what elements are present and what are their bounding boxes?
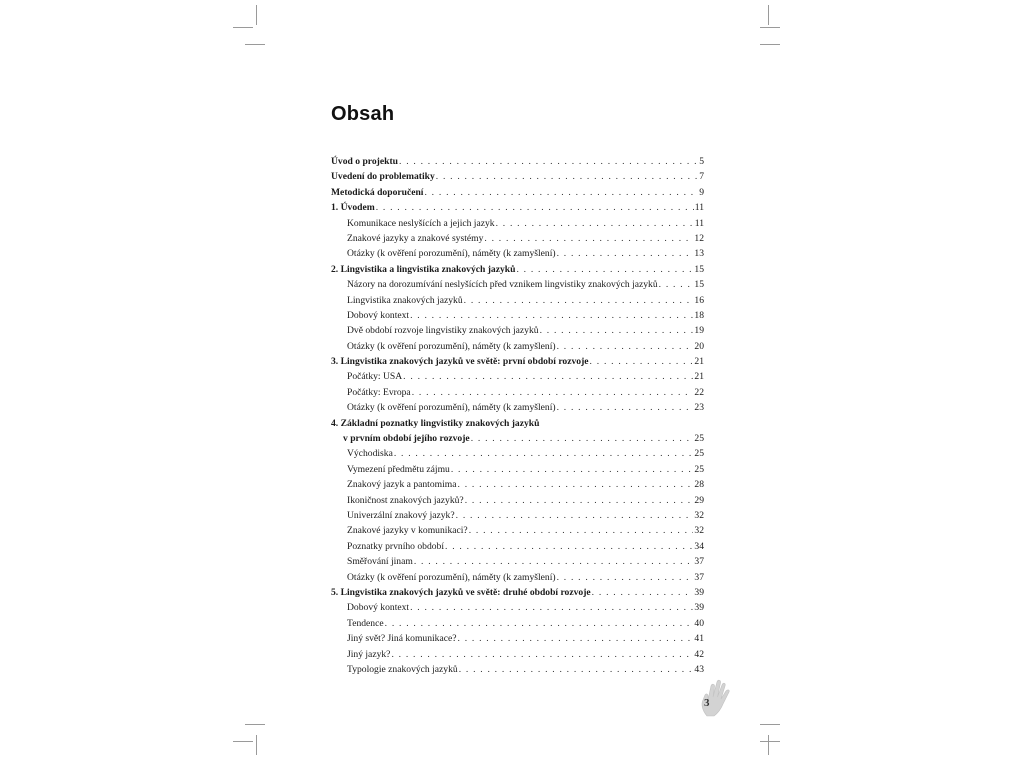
toc-entry xyxy=(331,493,704,508)
toc-leader-dots xyxy=(394,446,694,461)
toc-entry-page: 22 xyxy=(694,386,704,398)
toc-entry xyxy=(331,585,704,600)
toc-entry xyxy=(331,200,704,215)
crop-mark xyxy=(760,27,780,28)
toc-entry-page: 9 xyxy=(699,186,704,198)
toc-entry-page: 28 xyxy=(694,479,704,491)
toc-entry-label: Poznatky prvního období xyxy=(347,540,444,552)
toc-leader-dots xyxy=(456,508,694,523)
toc-entry-page: 42 xyxy=(694,648,704,660)
toc-entry xyxy=(331,446,704,461)
toc-leader-dots xyxy=(410,308,693,323)
toc-entry-label: Počátky: USA xyxy=(347,371,403,383)
toc-leader-dots xyxy=(484,231,693,246)
toc-entry xyxy=(331,662,704,677)
toc-entry-page: 40 xyxy=(694,617,704,629)
toc-entry xyxy=(331,169,704,184)
toc-entry-page: 32 xyxy=(694,509,704,521)
page-number: 3 xyxy=(704,697,710,709)
toc-entry-page: 15 xyxy=(694,279,704,291)
toc-entry xyxy=(331,308,704,323)
toc-entry xyxy=(331,154,704,169)
toc-entry-page: 12 xyxy=(694,232,704,244)
toc-entry-page: 21 xyxy=(694,356,704,368)
toc-leader-dots xyxy=(412,385,694,400)
crop-mark xyxy=(768,5,769,25)
toc-entry xyxy=(331,508,704,523)
toc-entry xyxy=(331,600,704,615)
toc-entry-page: 37 xyxy=(694,556,704,568)
toc-entry-label: Směřování jinam xyxy=(347,556,413,568)
toc-entry-label: 5. Lingvistika znakových jazyků ve světě: druhé období rozvoje xyxy=(331,586,591,598)
toc-entry xyxy=(331,354,704,369)
toc-entry-page: 43 xyxy=(694,663,704,675)
toc-leader-dots xyxy=(557,339,694,354)
toc-entry-label: Lingvistika znakových jazyků xyxy=(347,294,463,306)
toc-entry-label: 1. Úvodem xyxy=(331,202,375,214)
toc-leader-dots xyxy=(399,154,698,169)
toc-leader-dots xyxy=(376,200,694,215)
toc-entry-label: Znakový jazyk a pantomima xyxy=(347,479,457,491)
toc-entry-label: Názory na dorozumívání neslyšících před vznikem lingvistiky znakových jazyků xyxy=(347,279,658,291)
toc-leader-dots xyxy=(496,216,694,231)
page-title: Obsah xyxy=(331,103,395,125)
toc-entry-label: Typologie znakových jazyků xyxy=(347,663,458,675)
toc-entry-page: 23 xyxy=(694,402,704,414)
toc-entry-label: Otázky (k ověření porozumění), náměty (k zamyšlení) xyxy=(347,571,556,583)
toc-entry-label: Metodická doporučení xyxy=(331,186,424,198)
toc-entry-page: 11 xyxy=(694,202,704,214)
toc-entry-page: 25 xyxy=(694,433,704,445)
toc-entry-label: Dobový kontext xyxy=(347,602,410,614)
toc-entry-label: Tendence xyxy=(347,617,384,629)
toc-entry-label: Ikoničnost znakových jazyků? xyxy=(347,494,464,506)
toc-entry xyxy=(331,523,704,538)
toc-entry-page: 37 xyxy=(694,571,704,583)
crop-mark xyxy=(245,724,265,725)
toc-leader-dots xyxy=(516,262,693,277)
toc-entry-label: Uvedení do problematiky xyxy=(331,171,435,183)
toc-entry-label: Otázky (k ověření porozumění), náměty (k zamyšlení) xyxy=(347,340,556,352)
crop-mark xyxy=(760,724,780,725)
toc-entry-label: Východiska xyxy=(347,448,393,460)
toc-entry-label: Otázky (k ověření porozumění), náměty (k zamyšlení) xyxy=(347,402,556,414)
toc-entry-label: 2. Lingvistika a lingvistika znakových jazyků xyxy=(331,263,516,275)
toc-entry xyxy=(331,477,704,492)
hand-icon xyxy=(695,676,737,718)
toc-leader-dots xyxy=(557,570,694,585)
toc-entry-label: Znakové jazyky v komunikaci? xyxy=(347,525,468,537)
toc-entry-page: 5 xyxy=(699,156,704,167)
crop-mark xyxy=(256,5,257,25)
toc-entry-label: 3. Lingvistika znakových jazyků ve světě: první období rozvoje xyxy=(331,356,589,368)
toc-leader-dots xyxy=(458,477,694,492)
toc-entry-page: 41 xyxy=(694,633,704,645)
toc-entry-label: v prvním období jejího rozvoje xyxy=(343,433,470,445)
toc-entry xyxy=(331,323,704,338)
toc-entry-page: 32 xyxy=(694,525,704,537)
toc-leader-dots xyxy=(410,600,693,615)
toc-entry xyxy=(331,647,704,662)
toc-leader-dots xyxy=(592,585,694,600)
toc-entry-label: Úvod o projektu xyxy=(331,156,398,167)
toc-entry-label: Vymezení předmětu zájmu xyxy=(347,463,450,475)
toc-entry-page: 18 xyxy=(694,309,704,321)
toc-entry xyxy=(331,277,704,292)
toc-leader-dots xyxy=(464,293,694,308)
toc-entry xyxy=(331,216,704,231)
crop-mark xyxy=(768,735,769,755)
toc-entry xyxy=(331,416,704,431)
toc-leader-dots xyxy=(451,462,694,477)
toc-entry-label: Jiný svět? Jiná komunikace? xyxy=(347,633,457,645)
toc-leader-dots xyxy=(659,277,694,292)
toc-entry-page: 25 xyxy=(694,463,704,475)
toc-entry-page: 16 xyxy=(694,294,704,306)
toc-entry-page: 11 xyxy=(694,217,704,229)
toc-entry-page: 34 xyxy=(694,540,704,552)
toc-leader-dots xyxy=(590,354,694,369)
toc-entry-label: Komunikace neslyšících a jejich jazyk xyxy=(347,217,495,229)
toc-entry xyxy=(331,262,704,277)
toc-entry-label: Univerzální znakový jazyk? xyxy=(347,509,455,521)
toc-leader-dots xyxy=(424,185,698,200)
toc-entry xyxy=(331,539,704,554)
toc-entry-label: Počátky: Evropa xyxy=(347,386,411,398)
toc-entry xyxy=(331,339,704,354)
toc-entry xyxy=(331,185,704,200)
toc-leader-dots xyxy=(557,246,694,261)
toc-entry-page: 20 xyxy=(694,340,704,352)
crop-mark xyxy=(233,27,253,28)
toc-entry-label: 4. Základní poznatky lingvistiky znakových jazyků xyxy=(331,417,540,429)
toc-entry-page: 29 xyxy=(694,494,704,506)
toc-leader-dots xyxy=(459,662,694,677)
toc-entry xyxy=(331,293,704,308)
toc-leader-dots xyxy=(471,431,694,446)
toc-entry-page: 21 xyxy=(694,371,704,383)
toc-entry xyxy=(331,246,704,261)
toc-entry-page: 39 xyxy=(694,586,704,598)
toc-entry xyxy=(331,231,704,246)
toc-leader-dots xyxy=(465,493,694,508)
toc-entry xyxy=(331,369,704,384)
toc-entry-label: Otázky (k ověření porozumění), náměty (k zamyšlení) xyxy=(347,248,556,260)
toc-leader-dots xyxy=(557,400,694,415)
toc-entry xyxy=(331,431,704,446)
toc-leader-dots xyxy=(445,539,693,554)
toc-leader-dots xyxy=(391,647,693,662)
table-of-contents xyxy=(331,154,704,677)
toc-entry xyxy=(331,616,704,631)
toc-entry xyxy=(331,570,704,585)
toc-leader-dots xyxy=(458,631,694,646)
toc-entry xyxy=(331,554,704,569)
toc-entry xyxy=(331,462,704,477)
toc-entry-label: Dvě období rozvoje lingvistiky znakových jazyků xyxy=(347,325,539,337)
toc-entry xyxy=(331,631,704,646)
toc-leader-dots xyxy=(540,323,694,338)
toc-entry-label: Znakové jazyky a znakové systémy xyxy=(347,232,484,244)
toc-entry-page: 19 xyxy=(694,325,704,337)
toc-leader-dots xyxy=(403,369,693,384)
toc-leader-dots xyxy=(469,523,694,538)
toc-entry xyxy=(331,385,704,400)
toc-entry-page: 25 xyxy=(694,448,704,460)
crop-mark xyxy=(233,741,253,742)
toc-entry-page: 13 xyxy=(694,248,704,260)
toc-leader-dots xyxy=(385,616,694,631)
toc-entry-label: Jiný jazyk? xyxy=(347,648,391,660)
toc-entry-page: 15 xyxy=(694,263,704,275)
toc-leader-dots xyxy=(414,554,694,569)
toc-entry xyxy=(331,400,704,415)
toc-leader-dots xyxy=(436,169,698,184)
toc-entry-page: 7 xyxy=(699,171,704,183)
crop-mark xyxy=(245,44,265,45)
crop-mark xyxy=(256,735,257,755)
toc-entry-page: 39 xyxy=(694,602,704,614)
toc-entry-label: Dobový kontext xyxy=(347,309,410,321)
crop-mark xyxy=(760,741,780,742)
crop-mark xyxy=(760,44,780,45)
